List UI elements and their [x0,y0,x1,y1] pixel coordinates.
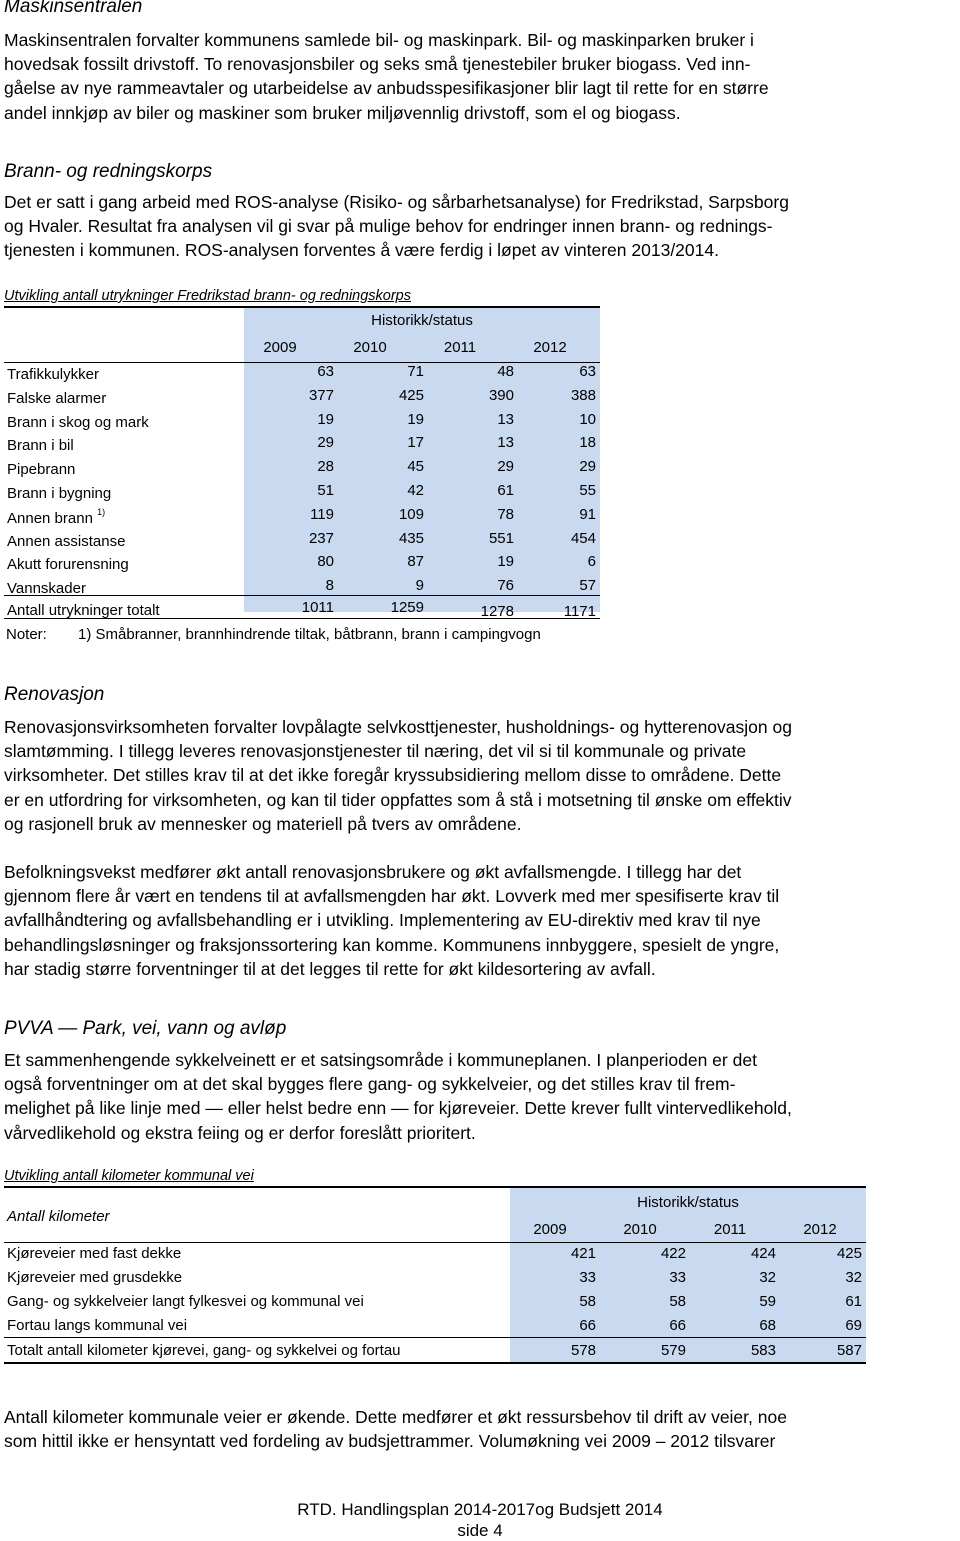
row-label-text: Pipebrann [7,461,76,479]
text-line: Et sammenhengende sykkelveinett er et satsingsområde i kommuneplanen. I planperioden er det [4,1050,757,1070]
value-cell: 1011 [301,599,334,616]
text-line: virksomheter. Det stilles krav til at det ikke foregår kryssubsidiering mellom disse to områdene. Dette [4,765,782,786]
section-title-maskinsentralen: Maskinsentralen [4,0,143,17]
row-label: Gang- og sykkelveier langt fylkesvei og kommunal vei [7,1293,364,1310]
paragraph-pvva [4,1048,956,1145]
row-label: Fortau langs kommunal vei [7,1317,188,1334]
table-row [4,387,600,411]
value-cell: 78 [497,505,514,523]
value-cell: 1171 [563,603,596,620]
text-line: Renovasjonsvirksomheten forvalter lovpålagte selvkosttjenester, husholdnings- og hytterenovasjon og [4,717,792,737]
text-line: Antall kilometer kommunale veier er økende. Dette medfører et økt ressursbehov til drift av veier, noe [4,1407,787,1427]
value-cell: 119 [310,505,334,523]
text-line: Det er satt i gang arbeid med ROS-analyse (Risiko- og sårbarhetsanalyse) for Fredrikstad, Sarpsborg [4,192,789,212]
value-cell: 29 [497,458,514,476]
value-cell: 1259 [390,599,424,616]
value-cell: 377 [308,386,334,404]
value-cell: 421 [570,1245,596,1262]
row-label-text: Trafikkulykker [7,366,99,383]
page-number: side 4 [457,1521,503,1540]
text-line: slamtømming. I tillegg leveres renovasjonstjenester til næring, det vil si til kommunale og private [4,741,747,762]
value-cell: 578 [570,1342,596,1359]
value-cell: 29 [317,434,334,452]
value-cell: 19 [407,410,424,428]
table-row [4,363,600,387]
text-line: også forventninger om at det skal bygges flere gang- og sykkelveier, og det stilles krav til frem- [4,1074,736,1095]
value-cell: 454 [570,529,596,547]
value-cell: 18 [579,434,596,452]
text-line: har stadig større forventninger til at det legges til rette for økt kildesortering av avfall. [4,958,656,979]
row-label [7,366,99,383]
year-header: 2010 [623,1221,657,1238]
table-row [4,1290,866,1314]
value-cell: 17 [407,434,424,452]
table-row [4,1242,866,1266]
value-cell: 87 [407,553,424,571]
row-label [7,602,160,619]
value-cell: 91 [579,505,596,523]
value-cell: 57 [579,577,596,595]
section-title-brann: Brann- og redningskorps [4,161,213,182]
text-line: Maskinsentralen forvalter kommunens samlede bil- og maskinpark. Bil- og maskinparken bruker i [4,30,754,50]
year-header: 2011 [713,1221,747,1238]
table-row [4,458,600,482]
value-cell: 435 [398,529,424,547]
text-line: og rasjonell bruk av mennesker og materiell på tvers av områdene. [4,813,522,834]
value-cell: 1278 [480,603,514,620]
value-cell: 69 [845,1317,862,1334]
value-cell: 33 [669,1269,686,1286]
value-cell: 59 [759,1293,776,1310]
table-row [4,553,600,577]
table-row [4,434,600,458]
text-line: gåelse av nye rammeavtaler og utarbeidelse av anbudsspesifikasjoner blir lagt til rette for en større [4,78,769,99]
paragraph-renovasjon-2 [4,860,956,981]
row-label [7,533,125,550]
row-label-text: Brann i skog og mark [7,413,149,431]
text-line: andel innkjøp av biler og maskiner som bruker miljøvennlig drivstoff, som el og biogass. [4,102,681,123]
row-label-text: Brann i bygning [7,485,112,502]
table-rule [4,306,600,308]
table-utrykninger [4,306,600,650]
row-label: Totalt antall kilometer kjørevei, gang- og sykkelvei og fortau [7,1342,401,1359]
value-cell: 45 [407,458,424,476]
table-stub-header: Antall kilometer [7,1208,110,1225]
row-label-text: Akutt forurensning [7,556,129,574]
value-cell: 13 [497,434,514,452]
value-cell: 58 [579,1293,596,1310]
section-title-pvva: PVVA — Park, vei, vann og avløp [4,1018,287,1039]
value-cell: 583 [750,1342,776,1359]
value-cell: 32 [845,1269,862,1286]
text-line: behandlingsløsninger og fraksjonssortering kan komme. Kommunens innbyggere, spesielt de yngre, [4,934,780,955]
row-label [7,485,111,502]
year-header: 2009 [263,339,297,356]
text-line: Befolkningsvekst medfører økt antall renovasjonsbrukere og økt avfallsmengde. I tillegg har det [4,862,742,882]
value-cell: 551 [488,529,514,547]
text-line: avfallhåndtering og avfallsbehandling er i utvikling. Implementering av EU-direktiv med krav til nye [4,910,761,931]
value-cell: 424 [750,1245,776,1262]
table-group-header: Historikk/status [371,312,473,329]
value-cell: 237 [308,529,334,547]
note-label: Noter: [6,626,47,643]
paragraph-pvva-closing [4,1405,956,1453]
value-cell: 388 [570,386,596,404]
value-cell: 61 [497,482,514,499]
year-header: 2011 [443,339,477,356]
text-line: vårvedlikehold og ekstra feiing og er derfor foreslått prioritert. [4,1122,476,1143]
row-label: Kjøreveier med grusdekke [7,1269,183,1286]
table-rule [4,1186,866,1188]
table-row [4,577,600,601]
value-cell: 9 [415,577,424,595]
text-line: tjenesten i kommunen. ROS-analysen forventes å være ferdig i løpet av vinteren 2013/2014. [4,240,719,261]
value-cell: 29 [579,458,596,476]
row-label [7,390,106,407]
text-line: gjennom flere år vært en tendens til at avfallsmengden har økt. Lovverk med mer spesifiserte krav til [4,886,780,907]
value-cell: 42 [407,482,424,499]
value-cell: 6 [587,553,596,571]
value-cell: 425 [398,386,424,404]
value-cell: 19 [317,410,334,428]
row-label-text: Brann i bil [7,437,74,455]
value-cell: 61 [845,1293,862,1310]
table-row [4,1314,866,1338]
row-label-text: Vannskader [7,580,86,598]
value-cell: 32 [759,1269,776,1286]
value-cell: 66 [669,1317,686,1334]
value-cell: 109 [398,505,424,523]
table-total-row [4,1339,866,1363]
table-row [4,482,600,506]
row-label-text: Annen assistanse [7,532,126,550]
value-cell: 48 [497,363,514,380]
value-cell: 58 [669,1293,686,1310]
row-label-text: Antall utrykninger totalt [7,602,160,619]
row-label: Kjøreveier med fast dekke [7,1245,182,1262]
value-cell: 80 [317,553,334,571]
value-cell: 28 [317,458,334,476]
value-cell: 587 [836,1342,862,1359]
value-cell: 76 [497,577,514,595]
value-cell: 68 [759,1317,776,1334]
row-label [7,414,149,431]
value-cell: 66 [579,1317,596,1334]
footer-title: RTD. Handlingsplan 2014-2017og Budsjett 2014 [297,1500,663,1519]
value-cell: 51 [317,482,334,499]
year-header: 2009 [533,1221,567,1238]
section-title-renovasjon: Renovasjon [4,684,105,705]
value-cell: 425 [836,1245,862,1262]
table-row [4,1266,866,1290]
row-label-text: Annen brann [7,509,93,527]
text-line: hovedsak fossilt drivstoff. To renovasjonsbiler og seks små tjenestebiler bruker biogass. Ved inn- [4,54,751,75]
row-label [7,556,129,573]
row-label [7,506,106,527]
table-kilometer-vei [4,1186,866,1364]
table-row [4,530,600,554]
value-cell: 579 [660,1342,686,1359]
text-line: og Hvaler. Resultat fra analysen vil gi svar på mulige behov for endringer innen brann- og rednings- [4,216,773,237]
row-label-text: Falske alarmer [7,389,107,407]
value-cell: 10 [579,410,596,428]
value-cell: 55 [579,482,596,499]
footnote-marker: 1) [97,506,106,517]
year-header: 2012 [803,1221,837,1238]
value-cell: 63 [579,363,596,380]
row-label [7,461,75,478]
table-total-row [4,599,600,623]
paragraph-brann [4,190,956,263]
row-label [7,580,86,597]
value-cell: 13 [497,410,514,428]
text-line: som hittil ikke er hensyntatt ved fordeling av budsjettrammer. Volumøkning vei 2009 – 2012 tilsvarer [4,1431,776,1452]
text-line: melighet på like linje med — eller helst bedre enn — for kjøreveier. Dette krever fullt vintervedlikehold, [4,1098,792,1119]
text-line: er en utfordring for virksomheten, og kan til tider oppfattes som å stå i motsetning til ønske om effektiv [4,789,792,810]
value-cell: 390 [488,386,514,404]
note-text: 1) Småbranner, brannhindrende tiltak, båtbrann, brann i campingvogn [78,626,541,643]
value-cell: 19 [497,553,514,571]
table2-caption: Utvikling antall kilometer kommunal vei [4,1168,254,1184]
row-label [7,437,74,454]
paragraph-maskinsentralen [4,28,956,125]
value-cell: 422 [660,1245,686,1262]
value-cell: 71 [407,363,424,380]
table-group-header: Historikk/status [637,1194,739,1211]
value-cell: 63 [317,363,334,380]
table-row [4,411,600,435]
year-header: 2010 [353,339,387,356]
paragraph-renovasjon-1 [4,715,956,836]
year-header: 2012 [533,339,567,356]
table-row [4,506,600,530]
table1-caption: Utvikling antall utrykninger Fredrikstad brann- og redningskorps [4,288,411,304]
value-cell: 33 [579,1269,596,1286]
value-cell: 8 [325,577,334,595]
